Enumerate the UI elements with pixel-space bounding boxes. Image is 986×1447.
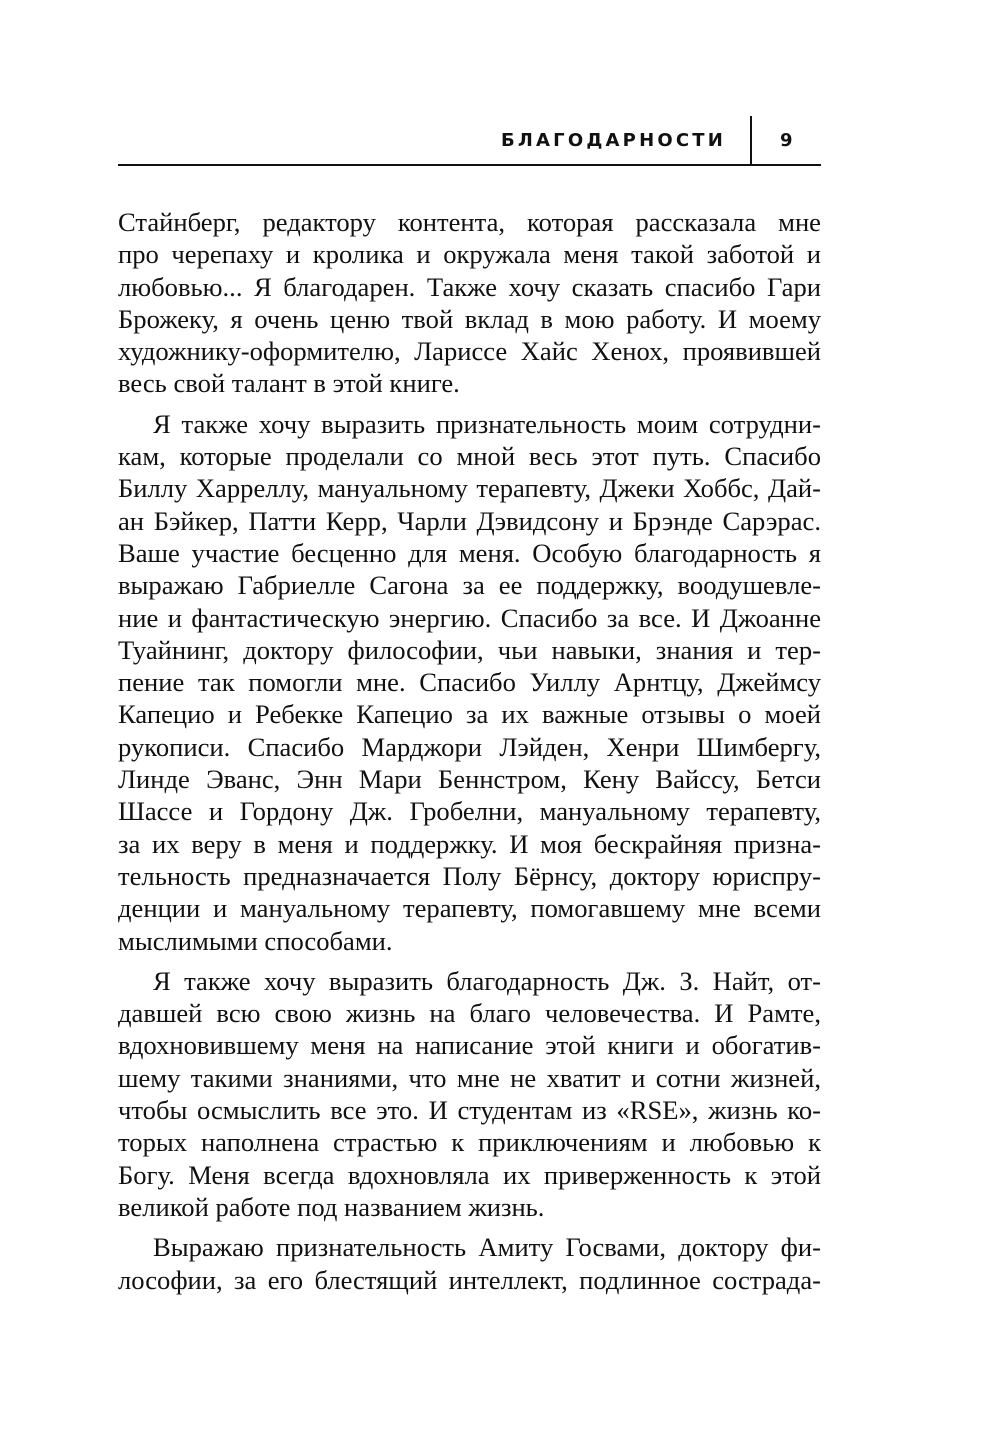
text-line: ние и фантастическую энергию. Спасибо за все. И Джоанне bbox=[118, 602, 821, 633]
text-line: Стайнберг, редактору контента, которая рассказала мне bbox=[118, 207, 821, 237]
text-line: кам, которые проделали со мной весь этот путь. Спасибо bbox=[118, 441, 821, 472]
paragraph-1 bbox=[118, 206, 821, 400]
header-divider bbox=[750, 116, 752, 164]
text-line: художнику-оформителю, Лариссе Хайс Хенох, проявившей bbox=[118, 336, 821, 367]
text-line: тельность предназначается Полу Бёрнсу, доктору юриспру- bbox=[118, 860, 821, 891]
text-line: пение так помогли мне. Спасибо Уиллу Арнтцу, Джеймсу bbox=[118, 667, 821, 698]
text-line: давшей всю свою жизнь на благо человечества. И Рамте, bbox=[118, 998, 821, 1029]
text-line: выражаю Габриелле Сагона за ее поддержку, воодушевле- bbox=[118, 570, 821, 601]
paragraph-3 bbox=[118, 965, 821, 1223]
text-line: любовью... Я благодарен. Также хочу сказать спасибо Гари bbox=[118, 271, 821, 302]
text-line: лософии, за его блестящий интеллект, подлинное сострада- bbox=[118, 1264, 821, 1295]
text-line: вдохновившему меня на написание этой книги и обогатив- bbox=[118, 1030, 821, 1061]
text-line: Туайнинг, доктору философии, чьи навыки, знания и тер- bbox=[118, 634, 821, 665]
paragraph-2 bbox=[118, 408, 821, 957]
text-line: за их веру в меня и поддержку. И моя бескрайняя призна- bbox=[118, 828, 821, 859]
text-line: Биллу Харреллу, мануальному терапевту, Джеки Хоббс, Дай- bbox=[118, 473, 821, 504]
text-line: чтобы осмыслить все это. И студентам из «RSE», жизнь ко- bbox=[118, 1095, 821, 1126]
text-line: мыслимыми способами. bbox=[118, 925, 393, 956]
text-line: шему такими знаниями, что мне не хватит и сотни жизней, bbox=[118, 1062, 821, 1093]
text-line: Я также хочу выразить признательность моим сотрудни- bbox=[153, 408, 821, 439]
text-line: Я также хочу выразить благодарность Дж. З. Найт, от- bbox=[153, 965, 821, 996]
text-line: Брожеку, я очень ценю твой вклад в мою работу. И моему bbox=[118, 303, 821, 334]
text-line: Линде Эванс, Энн Мари Беннстром, Кену Вайссу, Бетси bbox=[118, 764, 821, 795]
text-line: Богу. Меня всегда вдохновляла их приверженность к этой bbox=[118, 1159, 821, 1190]
section-title: БЛАГОДАРНОСТИ bbox=[500, 130, 726, 151]
text-line: Шассе и Гордону Дж. Гробелни, мануальному терапевту, bbox=[118, 796, 821, 827]
text-line: Ваше участие бесценно для меня. Особую благодарность я bbox=[118, 537, 821, 568]
running-head bbox=[118, 116, 821, 166]
text-line: великой работе под названием жизнь. bbox=[118, 1191, 545, 1222]
text-line: про черепаху и кролика и окружала меня такой заботой и bbox=[118, 239, 821, 270]
text-line: торых наполнена страстью к приключениям и любовью к bbox=[118, 1127, 821, 1158]
text-line: денции и мануальному терапевту, помогавшему мне всеми bbox=[118, 893, 821, 924]
page-number: 9 bbox=[780, 130, 793, 151]
paragraph-4 bbox=[118, 1231, 821, 1296]
body-text bbox=[118, 206, 821, 1296]
text-line: рукописи. Спасибо Марджори Лэйден, Хенри Шимбергу, bbox=[118, 731, 821, 762]
text-line: Капецио и Ребекке Капецио за их важные отзывы о моей bbox=[118, 699, 821, 730]
text-line: весь свой талант в этой книге. bbox=[118, 368, 460, 399]
text-line: Выражаю признательность Амиту Госвами, доктору фи- bbox=[153, 1232, 821, 1263]
text-line: ан Бэйкер, Патти Керр, Чарли Дэвидсону и Брэнде Сарэрас. bbox=[118, 505, 821, 536]
